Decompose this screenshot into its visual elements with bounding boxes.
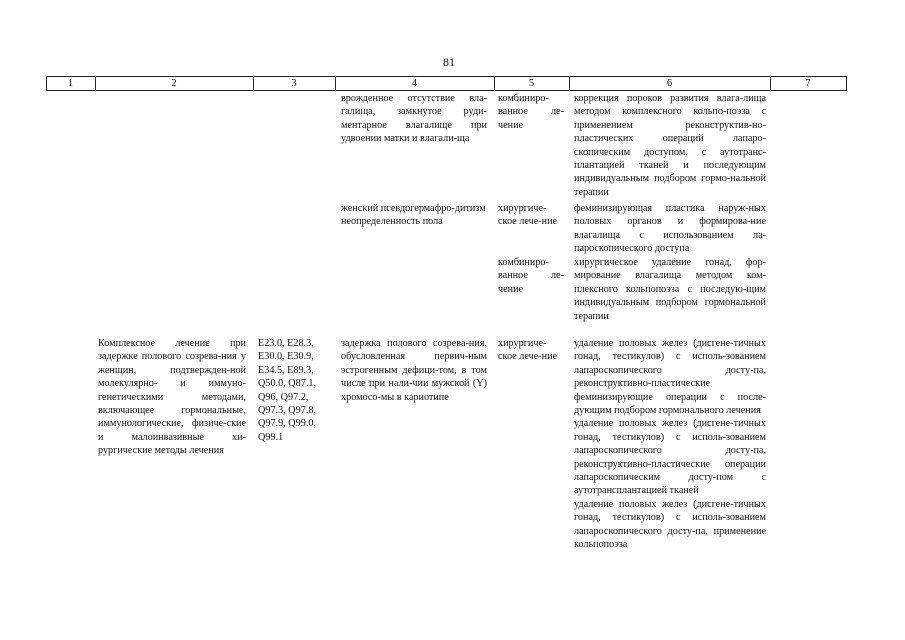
icd-code-line: Q97.9, Q99.0, (258, 418, 317, 430)
icd-codes-cell (258, 337, 334, 444)
icd-code-line: Q99.1 (258, 431, 284, 443)
header-col-4: 4 (411, 78, 418, 89)
treatment-method-item: удаление половых желез (дисгене-тичных гонад, тестикулов) с исполь-зованием лапароскопического досту-па, применение кольпопоэза (574, 498, 766, 551)
diagnosis-cell (341, 202, 487, 229)
header-bottom-rule (46, 90, 847, 91)
care-type-cell: Комплексное лечение при задержке полового созрева-ния у женщин, подтвержден-ной молекулярно- и иммуно-генетическими методами, включающее гормональные, иммунологические, физиче-ские и малоинвазивные хи-рургические методы лечения (98, 338, 246, 457)
treatment-type-cell: хирургиче-ское лече-ние (498, 338, 558, 363)
treatment-type-cell: хирургиче-ское лече-ние (498, 203, 558, 228)
header-col-5: 5 (528, 78, 535, 89)
header-col-7: 7 (805, 78, 811, 89)
header-col-2: 2 (171, 78, 177, 89)
diagnosis-cell: врожденное отсутствие вла-галища, замкнутое руди-ментарное влагалище при удвоении матки и влагали-ща (341, 93, 487, 145)
icd-code-line: E30.0, E30.9, (258, 351, 314, 363)
header-col-3: 3 (291, 78, 297, 89)
treatment-method-cell: хирургическое удаление гонад, фор-мирование влагалища методом ком-плексного кольпопоэза с последую-щим индивидуальным подбором гормональной терапии (574, 257, 766, 322)
diagnosis-line: женский псевдогермафро-дитизм (341, 203, 486, 214)
diagnosis-cell: задержка полового созрева-ния, обусловленная первич-ным эстрогенным дефици-том, в том числе при нали-чии мужской (Y) хромосо-мы в кариотипе (341, 338, 487, 403)
diagnosis-line: неопределенность пола (341, 216, 443, 228)
treatment-method-cell: феминизирующая пластика наруж-ных половых органов и формирова-ние влагалища с использованием ла-пароскопического доступа (574, 203, 766, 255)
header-col-6: 6 (666, 78, 673, 89)
col-divider (846, 76, 847, 90)
treatment-type-cell: комбиниро-ванное ле-чение (498, 93, 564, 131)
icd-code-line: E23.0, E28.3, (258, 338, 314, 349)
icd-code-line: E34.5, E89.3, (258, 364, 314, 376)
treatment-method-item: удаление половых желез (дисгене-тичных гонад, тестикулов) с исполь-зованием лапароскопического досту-па, реконструктивно-пластические феминизирующие операции с после-дующим подбором гормонального лечения (574, 338, 766, 417)
icd-code-line: Q97.3, Q97.8, (258, 405, 317, 417)
treatment-type-cell: комбиниро-ванное ле-чение (498, 257, 564, 295)
page-number: 81 (443, 55, 455, 69)
treatment-method-item: удаление половых желез (дисгене-тичных гонад, тестикулов) с исполь-зованием лапароскопического досту-па, реконструктивно-пластические операции лапароскопическим досту-пом с аутотрансплантацией тканей (574, 418, 766, 497)
icd-code-line: Q50.0, Q87.1, (258, 378, 317, 390)
treatment-method-cell (574, 337, 766, 552)
icd-code-line: Q96, Q97.2, (258, 391, 309, 403)
header-col-1: 1 (67, 78, 74, 89)
treatment-method-cell: коррекция пороков развития влага-лища методом комплексного кольпо-поэза с применением реконструктив-но-пластических операций лапаро-скопическим доступом, с аутотранс-плантацией тканей и последующим индивидуальным подбором гормо-нальной терапии (574, 93, 766, 198)
